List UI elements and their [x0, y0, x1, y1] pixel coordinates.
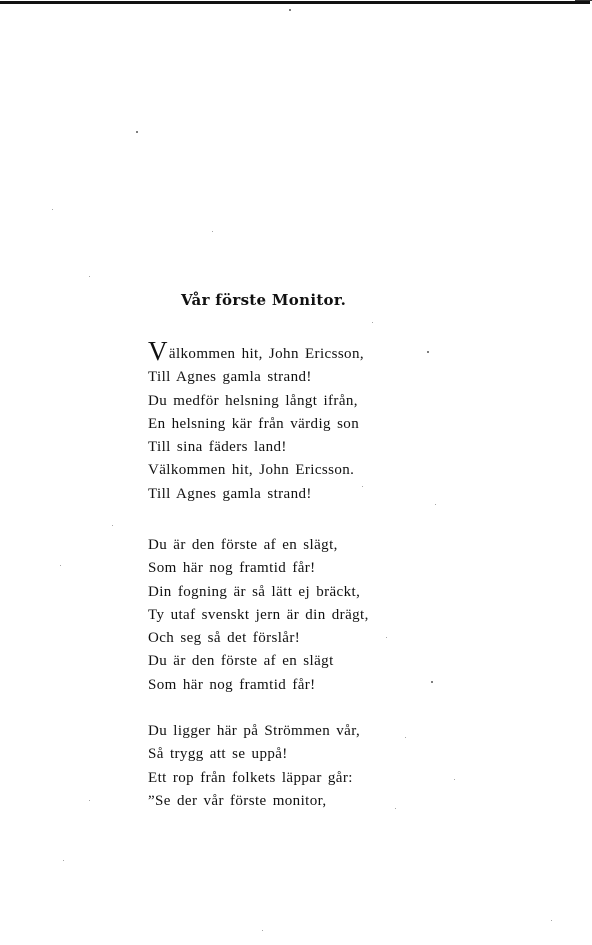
verse-line: Du ligger här på Strömmen vår,: [148, 723, 361, 739]
stanza-2: [148, 534, 369, 697]
verse-line: Välkommen hit, John Ericsson,: [148, 336, 365, 366]
scan-speck: [427, 351, 429, 353]
verse-line: Så trygg att se uppå!: [148, 746, 288, 763]
verse-line: Till Agnes gamla strand!: [148, 369, 312, 386]
verse-line: Du är den förste af en slägt: [148, 653, 334, 670]
scan-speck: [52, 209, 53, 210]
scan-speck: [431, 681, 433, 683]
scan-speck: [405, 737, 406, 738]
stanza-1: [148, 336, 365, 506]
scan-speck: [60, 565, 61, 566]
verse-line: Din fogning är så lätt ej bräckt,: [148, 583, 361, 600]
verse-line: Du medför helsning långt ifrån,: [148, 392, 358, 409]
drop-cap: V: [148, 336, 168, 366]
scan-speck: [372, 322, 373, 323]
scan-speck: [89, 800, 90, 801]
verse-line: Till Agnes gamla strand!: [148, 485, 312, 502]
scan-speck: [386, 637, 387, 638]
scan-speck: [262, 930, 263, 931]
verse-line: Ty utaf svenskt jern är din drägt,: [148, 606, 369, 623]
verse-line: Du är den förste af en slägt,: [148, 537, 338, 553]
verse-line: ”Se der vår förste monitor,: [148, 792, 327, 809]
scan-speck: [136, 131, 138, 133]
top-rule: [0, 1, 590, 4]
scan-speck: [89, 276, 90, 277]
verse-line: Som här nog framtid får!: [148, 560, 316, 577]
scan-speck: [289, 9, 291, 11]
scan-speck: [112, 525, 113, 526]
verse-line: Och seg så det förslår!: [148, 630, 301, 647]
scan-speck: [395, 808, 396, 809]
verse-line: Ett rop från folkets läppar går:: [148, 769, 353, 786]
top-rule-tail: [575, 0, 592, 1]
scan-speck: [551, 920, 552, 921]
scan-speck: [454, 779, 455, 780]
verse-line: Välkommen hit, John Ericsson.: [148, 462, 355, 479]
scan-speck: [435, 504, 436, 505]
stanza-3: [148, 720, 360, 813]
verse-line: Som här nog framtid får!: [148, 676, 316, 693]
scan-speck: [212, 231, 213, 232]
poem-title: Vår förste Monitor.: [181, 291, 347, 309]
verse-line: En helsning kär från värdig son: [148, 415, 360, 432]
verse-line: Till sina fäders land!: [148, 439, 287, 456]
scan-speck: [63, 860, 64, 861]
